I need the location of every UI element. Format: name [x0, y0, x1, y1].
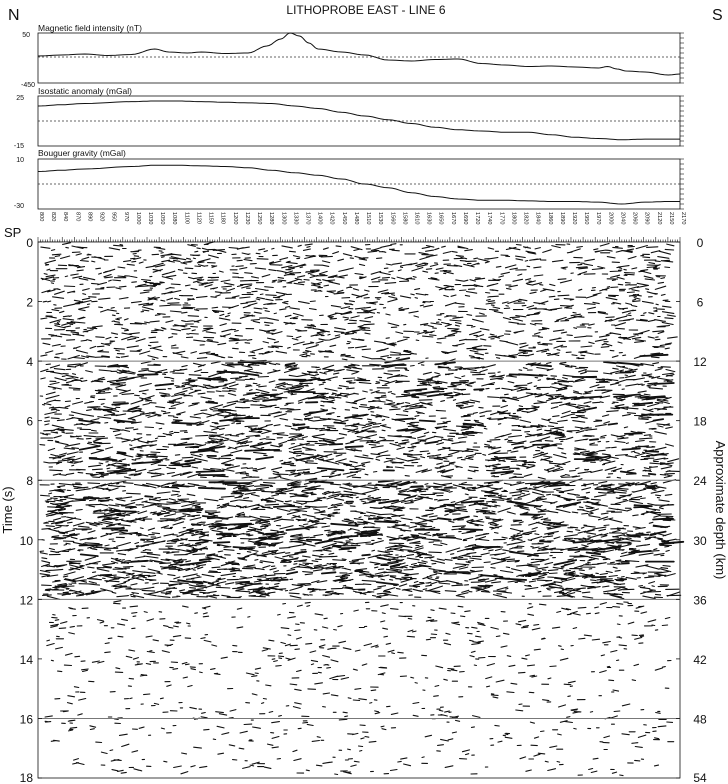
depth-tick-label: 36 [693, 593, 707, 608]
sp-tick-label: 1690 [461, 212, 468, 225]
sp-tick-label: 920 [98, 212, 105, 222]
sp-tick-label: 1720 [474, 212, 481, 225]
seismic-section [38, 242, 683, 778]
sp-tick-label: 890 [86, 212, 93, 222]
sp-tick-label: 1000 [134, 212, 141, 225]
depth-axis-label: Approximate depth (km) [713, 440, 728, 580]
sp-tick-label: 1450 [340, 212, 347, 225]
magnetic-axis-label: Magnetic field intensity (nT) [38, 23, 142, 33]
sp-tick-label: 1420 [328, 212, 335, 225]
bouguer-panel [14, 148, 684, 210]
sp-tick-label: 2150 [667, 212, 674, 225]
bouguer-plot [38, 159, 684, 209]
time-tick-label: 16 [19, 712, 33, 727]
depth-tick-label: 18 [693, 414, 707, 429]
magnetic-series-line [38, 33, 680, 75]
sp-tick-label: 1820 [522, 212, 529, 225]
shot-point-axis [38, 212, 686, 242]
bouguer-ytick-bottom: -30 [13, 203, 24, 210]
sp-tick-label: 2090 [643, 212, 650, 225]
sp-tick-label: 1670 [449, 212, 456, 225]
depth-tick-label: 30 [693, 533, 707, 548]
magnetic-ytick-top: 50 [22, 32, 30, 39]
bouguer-axis-label: Bouguer gravity (mGal) [38, 148, 126, 158]
sp-tick-label: 800 [38, 212, 44, 222]
sp-tick-label: 2120 [655, 212, 662, 225]
sp-tick-label: 1530 [377, 212, 384, 225]
isostatic-plot [38, 96, 684, 146]
sp-tick-label: 1580 [401, 212, 408, 225]
time-tick-label: 6 [26, 414, 33, 429]
depth-tick-label: 42 [693, 652, 707, 667]
sp-tick-label: 1650 [437, 212, 444, 225]
time-tick-label: 14 [19, 652, 33, 667]
magnetic-plot [38, 33, 684, 83]
magnetic-frame [38, 33, 680, 83]
time-tick-label: 4 [26, 355, 33, 370]
sp-tick-label: 1890 [558, 212, 565, 225]
sp-tick-label: 1860 [546, 212, 553, 225]
sp-tick-label: 1100 [183, 212, 190, 225]
sp-tick-label: 820 [50, 212, 57, 222]
sp-tick-label: 1560 [389, 212, 396, 225]
sp-tick-label: 1840 [534, 212, 541, 225]
depth-tick-label: 0 [696, 236, 704, 250]
sp-tick-label: 1120 [195, 212, 202, 225]
sp-tick-label: 1330 [292, 212, 299, 225]
time-tick-label: 18 [19, 771, 33, 784]
sp-tick-label: 1770 [498, 212, 505, 225]
sp-tick-label: 1080 [171, 212, 178, 225]
time-tick-label: 2 [26, 295, 33, 310]
depth-tick-label: 12 [693, 355, 707, 370]
depth-tick-label: 6 [696, 295, 704, 310]
sp-tick-label: 1300 [280, 212, 287, 225]
depth-axis [676, 236, 707, 784]
sp-tick-label: 870 [74, 212, 81, 222]
sp-tick-label: 1150 [207, 212, 214, 225]
depth-tick-label: 24 [693, 474, 707, 489]
sp-label: SP [4, 225, 22, 240]
sp-tick-label: 1950 [583, 212, 590, 225]
sp-tick-label: 1510 [365, 212, 372, 225]
bouguer-series-line [38, 165, 680, 204]
time-axis-label: Time (s) [0, 486, 15, 534]
isostatic-series-line [38, 101, 680, 140]
sp-tick-label: 1800 [510, 212, 517, 225]
sp-tick-label: 2000 [607, 212, 614, 225]
sp-tick-label: 1230 [243, 212, 250, 225]
north-label: N [8, 7, 20, 24]
isostatic-panel [14, 86, 684, 150]
sp-tick-label: 1400 [316, 212, 323, 225]
sp-tick-label: 1480 [352, 212, 359, 225]
magnetic-panel [21, 23, 684, 89]
sp-tick-label: 840 [62, 212, 69, 222]
depth-tick-label: 48 [693, 712, 707, 727]
time-tick-label: 10 [19, 533, 33, 548]
sp-tick-label: 2040 [619, 212, 626, 225]
isostatic-ytick-bottom: -15 [13, 143, 24, 150]
time-tick-label: 0 [26, 236, 33, 250]
sp-tick-label: 1370 [304, 212, 311, 225]
time-tick-label: 8 [26, 474, 33, 489]
sp-tick-label: 1970 [595, 212, 602, 225]
isostatic-axis-label: Isostatic anomaly (mGal) [38, 86, 132, 96]
sp-tick-label: 2060 [631, 212, 638, 225]
depth-tick-label: 54 [693, 771, 707, 784]
sp-tick-label: 950 [110, 212, 117, 222]
sp-tick-label: 1200 [231, 212, 238, 225]
sp-tick-label: 1630 [425, 212, 432, 225]
sp-tick-label: 1920 [570, 212, 577, 225]
sp-tick-label: 1050 [159, 212, 166, 225]
time-tick-label: 12 [19, 593, 33, 608]
south-label: S [712, 7, 723, 24]
magnetic-ytick-bottom: -450 [20, 82, 35, 89]
sp-tick-label: 1030 [147, 212, 154, 225]
bouguer-ytick-top: 10 [16, 157, 24, 164]
sp-tick-label: 1250 [256, 212, 263, 225]
sp-tick-label: 970 [122, 212, 129, 222]
sp-tick-label: 1180 [219, 212, 226, 225]
figure-title: LITHOPROBE EAST - LINE 6 [286, 3, 446, 17]
sp-tick-label: 1740 [486, 212, 493, 225]
sp-tick-label: 1280 [268, 212, 275, 225]
sp-tick-label: 1610 [413, 212, 420, 225]
isostatic-ytick-top: 25 [16, 95, 24, 102]
sp-tick-label: 2170 [680, 212, 686, 225]
